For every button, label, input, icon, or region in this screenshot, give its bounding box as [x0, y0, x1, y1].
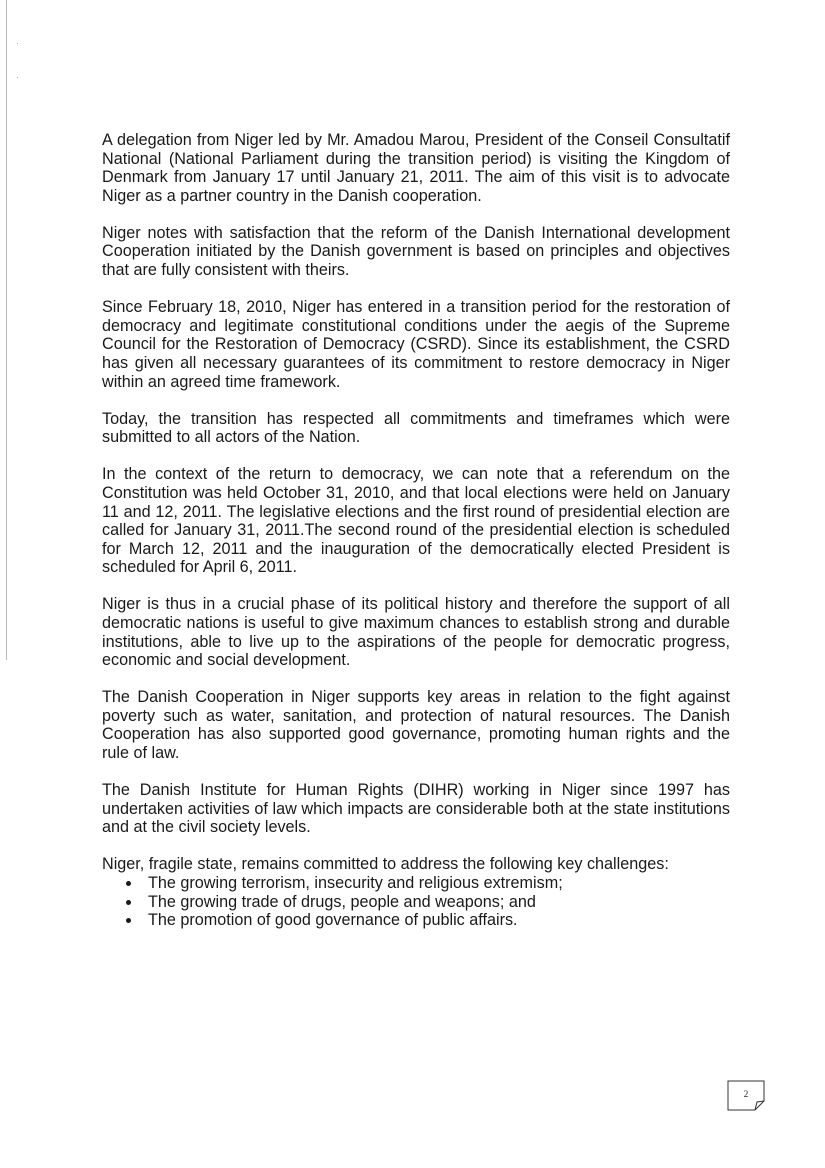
list-item-text: The growing trade of drugs, people and weapons; and	[148, 892, 536, 911]
challenges-intro: Niger, fragile state, remains committed to address the following key challenges:	[102, 855, 669, 874]
paragraph-elections: In the context of the return to democracy, we can note that a referendum on the Constitution was held October 31, 2010, and that local elections were held on January 11 and 12, 2011. The legislative elections and the first round of presidential election are called for January 31, 2011.The second round of the presidential election is scheduled for March 12, 2011 and the inauguration of the democratically elected President is scheduled for April 6, 2011.	[102, 465, 730, 577]
scan-mark: ·	[16, 72, 19, 82]
list-item	[124, 893, 730, 912]
paragraph-commitments: Today, the transition has respected all commitments and timeframes which were submitted to all actors of the Nation.	[102, 409, 730, 447]
scan-mark: ·	[16, 38, 19, 48]
paragraph-transition: Since February 18, 2010, Niger has entered in a transition period for the restoration of democracy and legitimate constitutional conditions under the aegis of the Supreme Council for the Restoration of Democracy (CSRD). Since its establishment, the CSRD has given all necessary guarantees of its commitment to restore democracy in Niger within an agreed time framework.	[102, 298, 730, 391]
list-item	[124, 911, 730, 930]
scan-edge-line	[6, 0, 7, 660]
document-body	[102, 131, 730, 930]
bullet-icon	[126, 918, 131, 923]
paragraph-delegation: A delegation from Niger led by Mr. Amadou Marou, President of the Conseil Consultatif National (National Parliament during the transition period) is visiting the Kingdom of Denmark from January 17 until January 21, 2011. The aim of this visit is to advocate Niger as a partner country in the Danish cooperation.	[102, 131, 730, 205]
page-number-box	[727, 1080, 765, 1110]
paragraph-danish-cooperation: The Danish Cooperation in Niger supports key areas in relation to the fight against poverty such as water, sanitation, and protection of natural resources. The Danish Cooperation has also supported good governance, promoting human rights and the rule of law.	[102, 688, 730, 763]
paragraph-crucial-phase: Niger is thus in a crucial phase of its political history and therefore the support of all democratic nations is useful to give maximum chances to establish strong and durable institutions, able to live up to the aspirations of the people for democratic progress, economic and social development.	[102, 595, 730, 670]
page-number: 2	[743, 1089, 749, 1099]
paragraph-reform: Niger notes with satisfaction that the reform of the Danish International development Cooperation initiated by the Danish government is based on principles and objectives that are fully consistent with theirs.	[102, 223, 730, 280]
list-item-text: The growing terrorism, insecurity and religious extremism;	[148, 874, 563, 892]
challenges-list	[102, 874, 730, 930]
list-item	[124, 874, 730, 893]
bullet-icon	[126, 881, 131, 886]
bullet-icon	[126, 900, 131, 905]
paragraph-dihr: The Danish Institute for Human Rights (DIHR) working in Niger since 1997 has undertaken activities of law which impacts are considerable both at the state institutions and at the civil society levels.	[102, 781, 730, 837]
list-item-text: The promotion of good governance of public affairs.	[148, 911, 518, 930]
